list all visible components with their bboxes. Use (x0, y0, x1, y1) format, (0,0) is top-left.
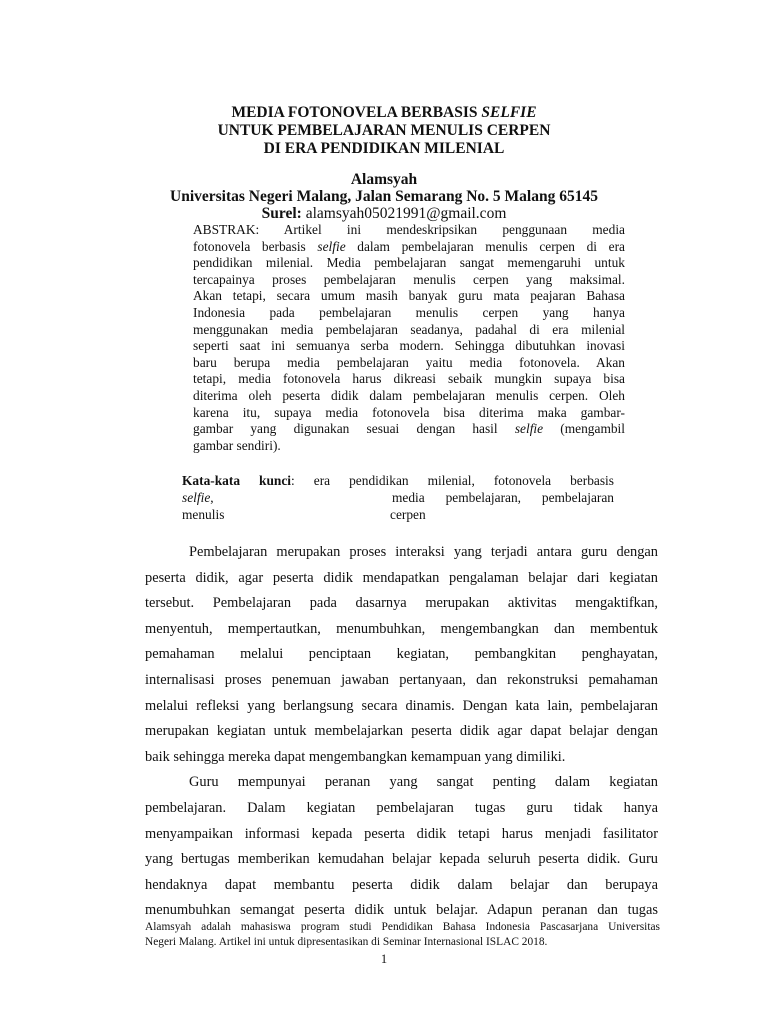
body-line: pemahaman melalui penciptaan kegiatan, pembangkitan penghayatan, (145, 646, 658, 663)
body-line: menyampaikan informasi kepada peserta didik tetapi harus menjadi fasilitator (145, 825, 658, 842)
body-line: menyentuh, mempertautkan, menumbuhkan, mengembangkan dan membentuk (145, 620, 658, 637)
abstract-line: seperti saat ini semuanya serba modern. Sehingga dibutuhkan inovasi (193, 338, 625, 354)
body-line: hendaknya dapat membantu peserta didik dalam belajar dan berupaya (145, 876, 658, 893)
title-selfie-italic: SELFIE (481, 104, 537, 121)
author-name: Alamsyah (350, 171, 418, 188)
abstract-line: gambar yang digunakan sesuai dengan hasil selfie (mengambil (193, 421, 625, 437)
abstract-line: tetapi, media fotonovela harus dikreasi sebaik mungkin supaya bisa (193, 371, 625, 387)
abstract-block (193, 222, 625, 454)
body-line: internalisasi proses penemuan jawaban pertanyaan, dan rekonstruksi pemahaman (145, 671, 658, 688)
title-line-1: MEDIA FOTONOVELA BERBASIS SELFIE (231, 104, 537, 121)
body-line: pembelajaran. Dalam kegiatan pembelajaran tugas guru tidak hanya (145, 799, 658, 816)
body-line: Pembelajaran merupakan proses interaksi yang terjadi antara guru dengan (189, 544, 658, 560)
abstract-line: gambar sendiri). (193, 437, 281, 453)
abstract-line: fotonovela berbasis selfie dalam pembelajaran menulis cerpen di era (193, 238, 625, 254)
title-line-2: UNTUK PEMBELAJARAN MENULIS CERPEN (217, 122, 551, 139)
footnote-line: Negeri Malang. Artikel ini untuk dipresentasikan di Seminar Internasional ISLAC 2018. (145, 935, 548, 948)
keywords-block (182, 472, 614, 523)
body-text (145, 540, 658, 924)
footnote-line: Alamsyah adalah mahasiswa program studi Pendidikan Bahasa Indonesia Pascasarjana Universitas (145, 921, 660, 933)
keywords-label: Kata-kata kunci (182, 473, 292, 488)
abstract-line: pendidikan milenial. Media pembelajaran sangat memengaruhi untuk (193, 255, 625, 271)
abstract-line: tercapainya proses pembelajaran menulis cerpen yang maksimal. (193, 271, 625, 287)
page-number: 1 (380, 952, 388, 966)
keywords-row: selfie, media pembelajaran, pembelajaran (182, 490, 614, 505)
body-line: merupakan kegiatan untuk membelajarkan peserta didik agar dapat belajar dengan (145, 723, 658, 740)
author-affiliation: Universitas Negeri Malang, Jalan Semarang No. 5 Malang 65145 (170, 188, 598, 205)
abstract-line: karena itu, supaya media fotonovela bisa diterima maka gambar- (193, 404, 625, 420)
body-line: Guru mempunyai peranan yang sangat penting dalam kegiatan (189, 774, 658, 791)
abstract-line: diterima oleh peserta didik dalam pembelajaran menulis cerpen. Oleh (193, 387, 625, 403)
body-line: tersebut. Pembelajaran pada dasarnya merupakan aktivitas mengaktifkan, (145, 595, 658, 612)
abstract-line: Akan tetapi, secara umum masih banyak guru mata peajaran Bahasa (193, 288, 625, 304)
abstract-line: Indonesia pada pembelajaran menulis cerpen yang hanya (193, 304, 625, 320)
abstract-line: ABSTRAK: Artikel ini mendeskripsikan penggunaan media (193, 222, 625, 237)
body-line: yang bertugas memberikan kemudahan belajar kepada seluruh peserta didik. Guru (145, 851, 658, 868)
title-line-3: DI ERA PENDIDIKAN MILENIAL (263, 140, 505, 157)
keywords-row: menulis cerpen (182, 507, 426, 522)
body-line: baik sehingga mereka dapat mengembangkan kemampuan yang dimiliki. (145, 748, 566, 765)
abstract-label: ABSTRAK (193, 222, 256, 237)
keywords-row: Kata-kata kunci: era pendidikan milenial, fotonovela berbasis (182, 473, 614, 488)
abstract-line: menggunakan media pembelajaran seadanya, padahal di era milenial (193, 321, 625, 337)
body-line: melalui refleksi yang berlangsung secara dinamis. Dengan kata lain, pembelajaran (145, 697, 658, 714)
body-line: menumbuhkan semangat peserta didik untuk belajar. Adapun peranan dan tugas (145, 902, 658, 919)
abstract-line: baru berupa media pembelajaran yaitu media fotonovela. Akan (193, 354, 625, 370)
author-email: Surel: alamsyah05021991@gmail.com (261, 205, 507, 222)
footnote (145, 920, 660, 949)
body-line: peserta didik, agar peserta didik mendapatkan pengalaman belajar dari kegiatan (145, 569, 658, 586)
